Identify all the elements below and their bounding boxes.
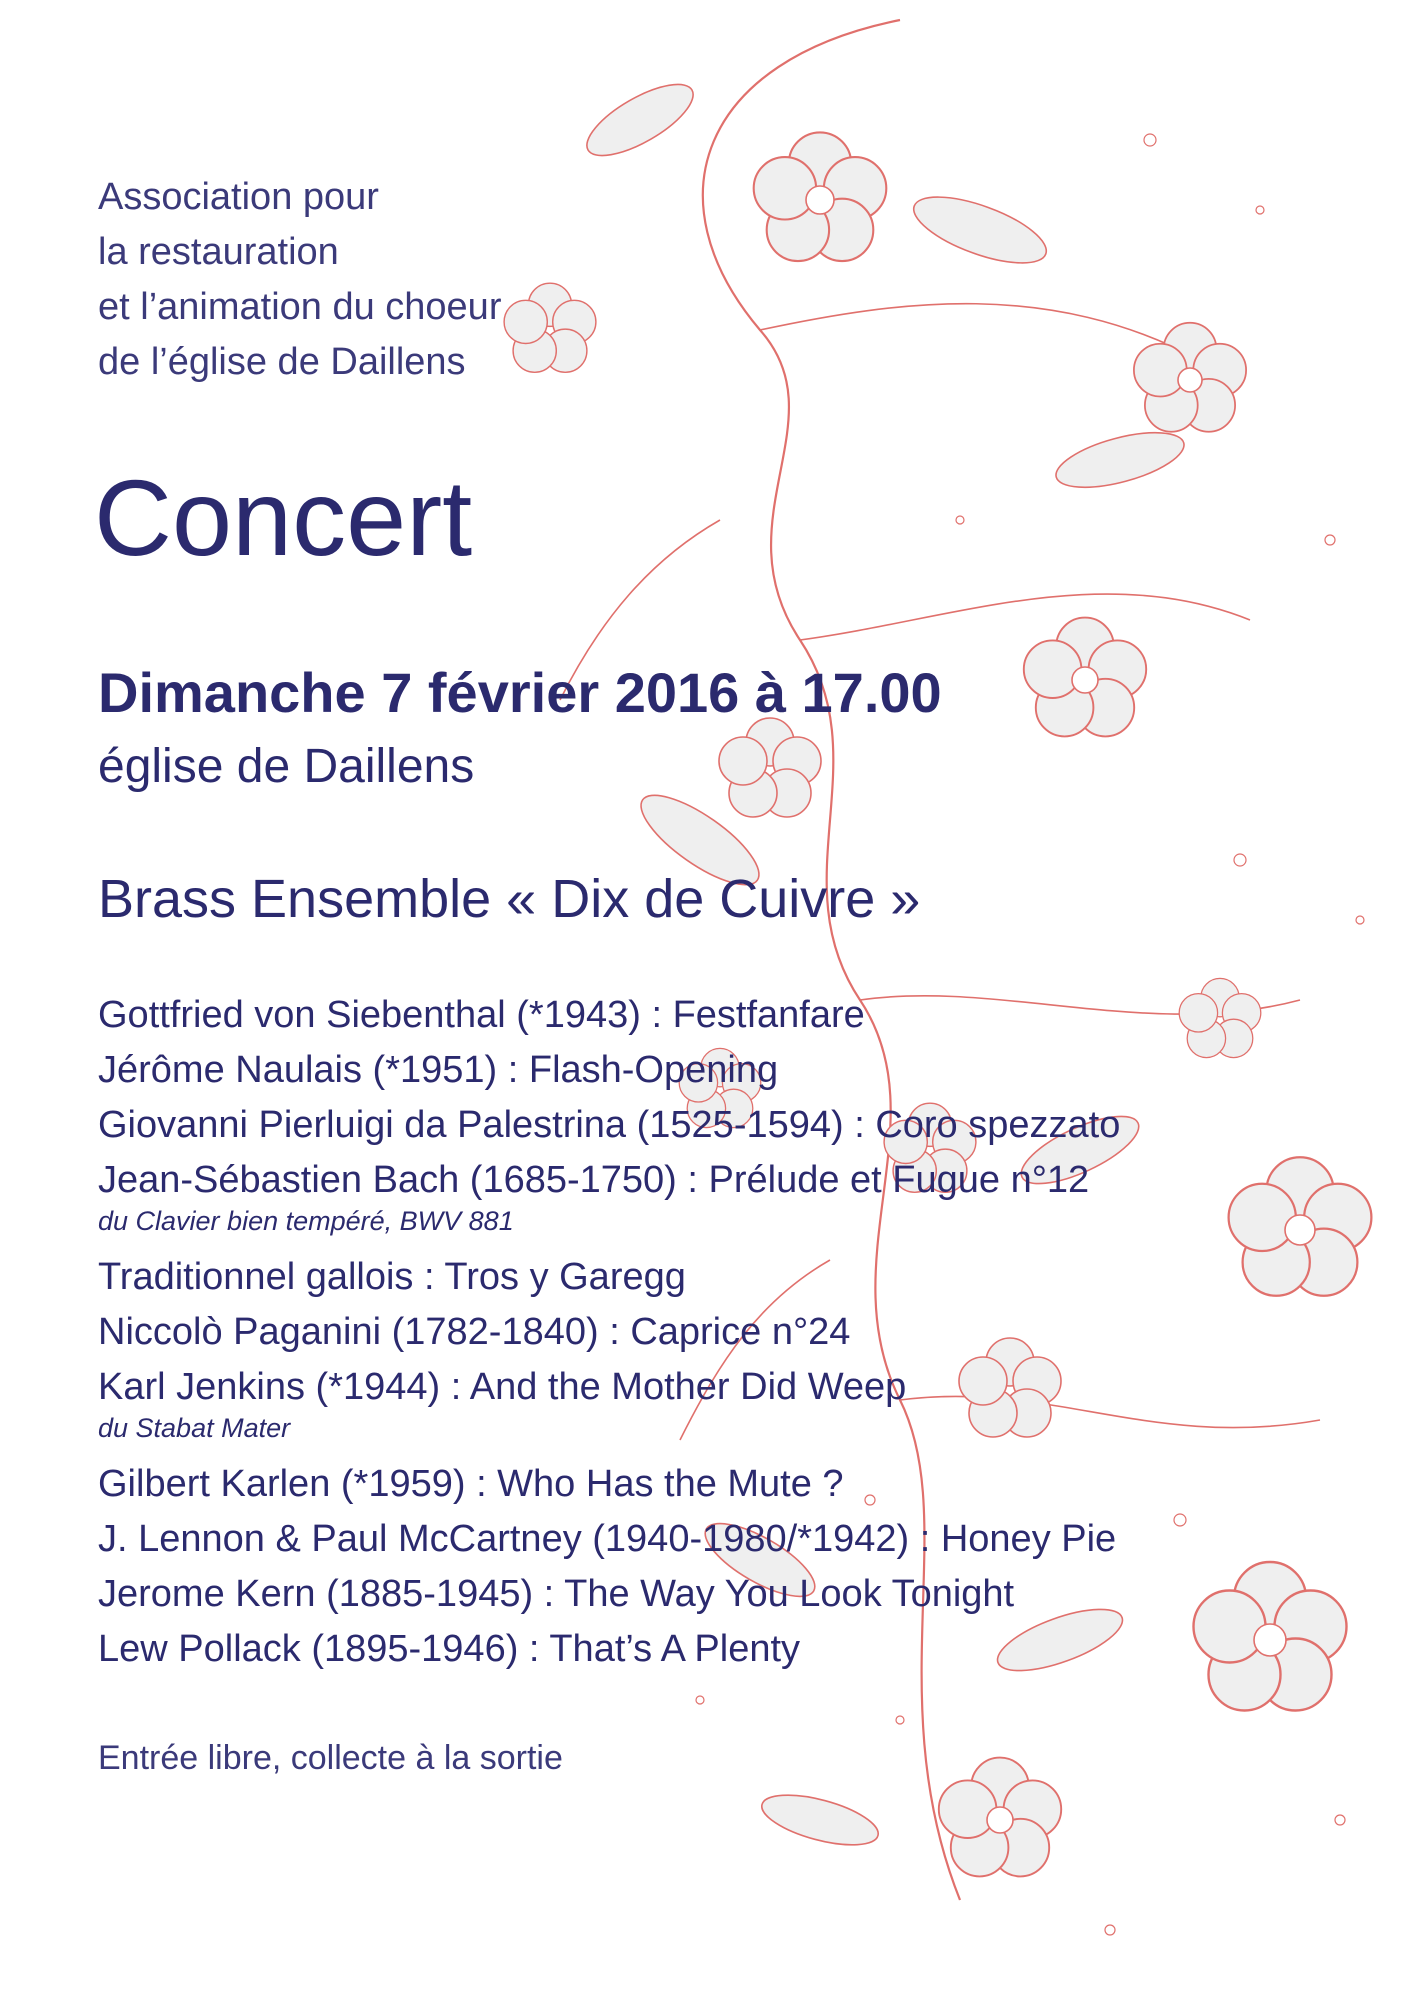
program-item: Gottfried von Siebenthal (*1943) : Festfanfare	[98, 994, 865, 1036]
program-item: Jérôme Naulais (*1951) : Flash-Opening	[98, 1049, 779, 1091]
program-list	[98, 988, 1348, 1677]
association-line: de l’église de Daillens	[98, 341, 466, 383]
event-venue: église de Daillens	[98, 740, 475, 793]
association-line: la restauration	[98, 231, 339, 273]
program-item: Traditionnel gallois : Tros y Garegg	[98, 1256, 686, 1298]
page-title: Concert	[94, 457, 473, 578]
program-item: Niccolò Paganini (1782-1840) : Caprice n°24	[98, 1311, 851, 1353]
program-item: Jerome Kern (1885-1945) : The Way You Look Tonight	[98, 1573, 1015, 1615]
program-item: Lew Pollack (1895-1946) : That’s A Plenty	[98, 1628, 801, 1670]
association-name	[98, 170, 1348, 390]
association-line: et l’animation du choeur	[98, 286, 502, 328]
association-line: Association pour	[98, 176, 379, 218]
ensemble-name: Brass Ensemble « Dix de Cuivre »	[98, 869, 921, 929]
poster-content	[94, 170, 1348, 1783]
program-item-note: du Stabat Mater	[98, 1413, 291, 1443]
program-item: Gilbert Karlen (*1959) : Who Has the Mute ?	[98, 1463, 844, 1505]
event-date: Dimanche 7 février 2016 à 17.00	[98, 661, 942, 724]
program-item: J. Lennon & Paul McCartney (1940-1980/*1942) : Honey Pie	[98, 1518, 1117, 1560]
admission-note: Entrée libre, collecte à la sortie	[98, 1739, 563, 1777]
program-item: Giovanni Pierluigi da Palestrina (1525-1594) : Coro spezzato	[98, 1104, 1121, 1146]
program-item-note: du Clavier bien tempéré, BWV 881	[98, 1206, 514, 1236]
program-item: Karl Jenkins (*1944) : And the Mother Did Weep	[98, 1366, 907, 1408]
program-item: Jean-Sébastien Bach (1685-1750) : Prélude et Fugue n°12	[98, 1159, 1090, 1201]
